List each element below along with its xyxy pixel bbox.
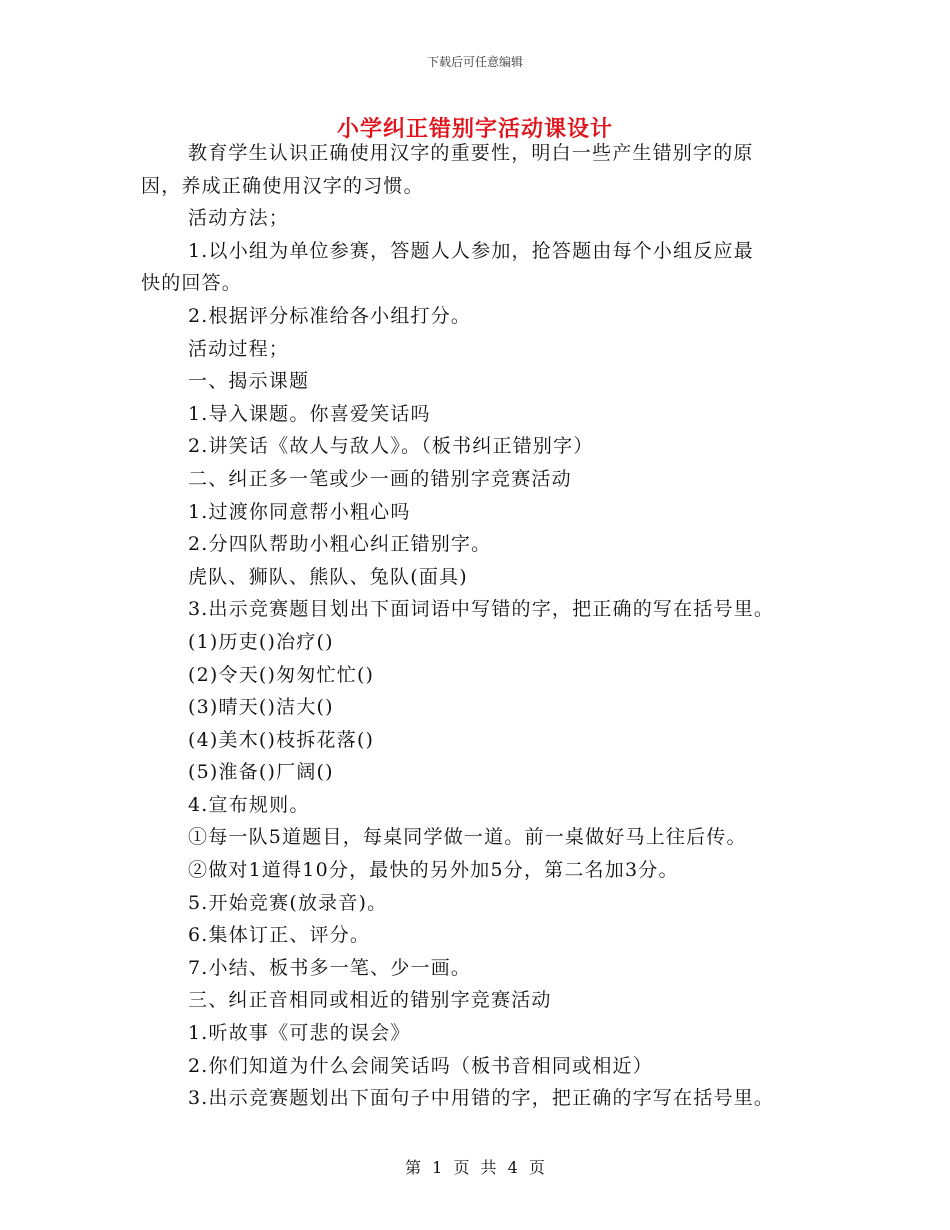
- paragraph-line: 2.根据评分标准给各小组打分。: [188, 304, 472, 327]
- paragraph-line: 3.出示竞赛题划出下面句子中用错的字，把正确的字写在括号里。: [188, 1087, 775, 1110]
- paragraph-line: 虎队、狮队、熊队、兔队(面具): [188, 565, 468, 588]
- exercise-item: (1)历吏()冶疗(): [188, 630, 334, 653]
- rule-item: ②做对1道得10分，最快的另外加5分，第二名加3分。: [188, 859, 679, 882]
- document-title: 小学纠正错别字活动课设计: [336, 116, 613, 142]
- exercise-item: (2)令天()匆匆忙忙(): [188, 663, 375, 686]
- document-body: [141, 137, 811, 1115]
- paragraph-line: 2.你们知道为什么会闹笑话吗（板书音相同或相近）: [188, 1054, 653, 1077]
- rule-item: ①每一队5道题目，每桌同学做一道。前一桌做好马上往后传。: [188, 826, 747, 849]
- paragraph-line: 1.以小组为单位参赛，答题人人参加，抢答题由每个小组反应最: [188, 239, 754, 262]
- paragraph-line: 因，养成正确使用汉字的习惯。: [141, 174, 424, 197]
- paragraph-line: 7.小结、板书多一笔、少一画。: [188, 956, 472, 979]
- page-footer: 第 1 页 共 4 页: [405, 1158, 545, 1177]
- paragraph-line: 1.听故事《可悲的误会》: [188, 1022, 411, 1045]
- exercise-item: (5)淮备()厂阔(): [188, 761, 334, 784]
- paragraph-line: 1.过渡你同意帮小粗心吗: [188, 500, 411, 523]
- page-header: 下载后可任意编辑: [426, 55, 523, 69]
- paragraph-line: 1.导入课题。你喜爱笑话吗: [188, 402, 431, 425]
- paragraph-line: 活动方法；: [188, 207, 290, 230]
- section-heading: 三、纠正音相同或相近的错别字竞赛活动: [188, 989, 552, 1012]
- section-heading: 一、揭示课题: [188, 370, 310, 393]
- paragraph-line: 2.分四队帮助小粗心纠正错别字。: [188, 533, 492, 556]
- paragraph-line: 2.讲笑话《故人与敌人》。（板书纠正错别字）: [188, 435, 594, 458]
- paragraph-line: 活动过程；: [188, 337, 290, 360]
- paragraph-line: 3.出示竞赛题目划出下面词语中写错的字，把正确的写在括号里。: [188, 598, 775, 621]
- exercise-item: (3)晴天()洁大(): [188, 696, 334, 719]
- paragraph-line: 6.集体订正、评分。: [188, 924, 371, 947]
- paragraph-line: 5.开始竞赛(放录音)。: [188, 891, 388, 914]
- section-heading: 二、纠正多一笔或少一画的错别字竞赛活动: [188, 467, 572, 490]
- paragraph-line: 快的回答。: [141, 272, 243, 295]
- paragraph-line: 4.宣布规则。: [188, 793, 310, 816]
- exercise-item: (4)美木()枝拆花落(): [188, 728, 375, 751]
- paragraph-line: 教育学生认识正确使用汉字的重要性，明白一些产生错别字的原: [188, 142, 754, 164]
